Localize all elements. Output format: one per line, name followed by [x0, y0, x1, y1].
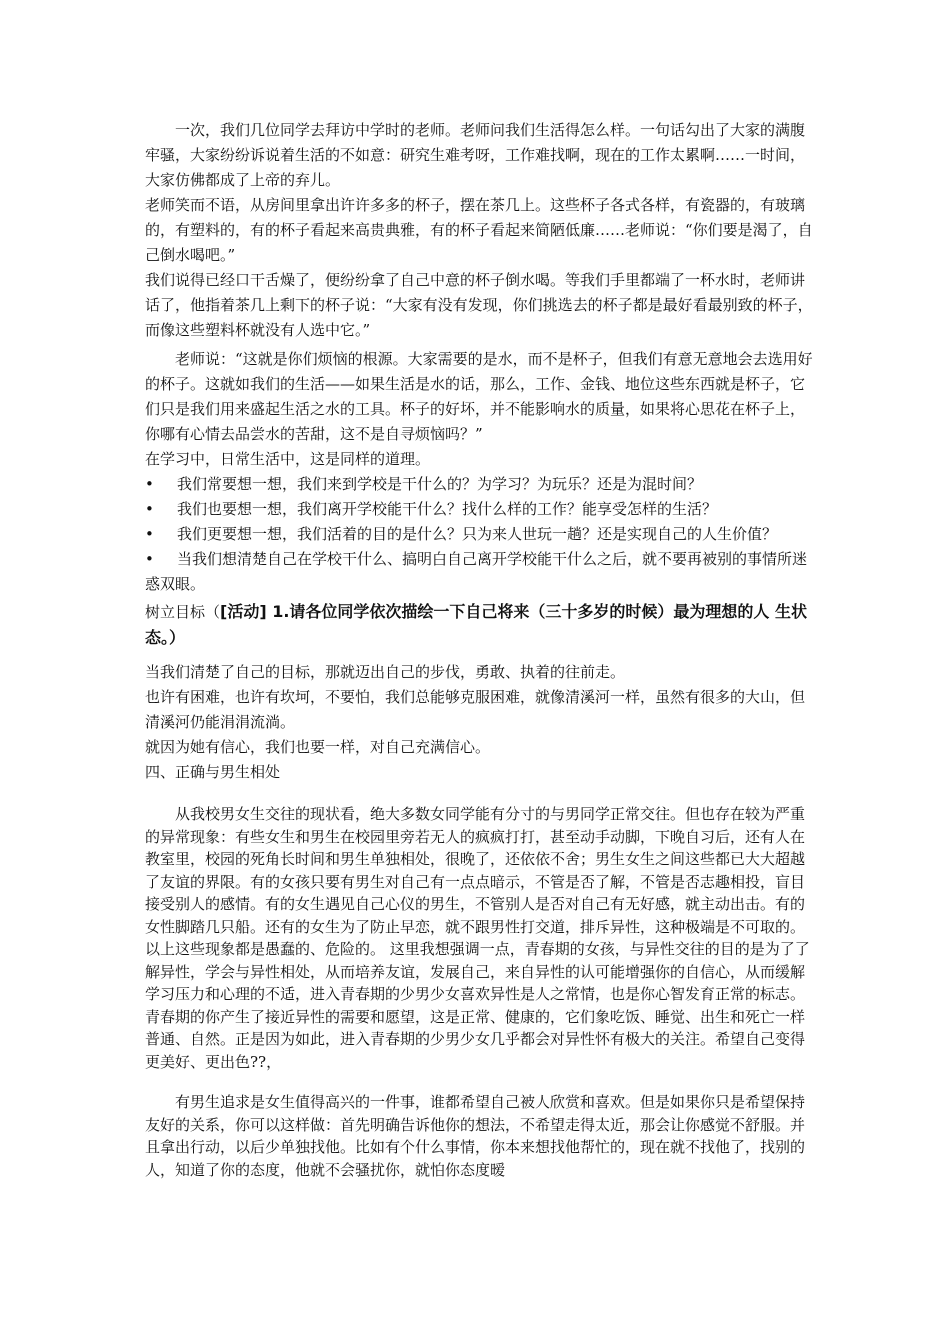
goal-label: 树立目标（ [145, 603, 221, 621]
bullet-text: 当我们想清楚自己在学校干什么、搞明白自己离开学校能干什么之后，就不要再被别的事情所迷惑双眼。 [145, 550, 808, 593]
goal-paragraph-1: 当我们清楚了自己的目标，那就迈出自己的步伐，勇敢、执着的往前走。 [145, 663, 626, 681]
story-paragraph-1: 一次，我们几位同学去拜访中学时的老师。老师问我们生活得怎么样。一句话勾出了大家的满腹牢骚，大家纷纷诉说着生活的不如意：研究生难考呀，工作难找啊，现在的工作太累啊……一时间，大家仿佛都成了上帝的弃儿。 [145, 121, 806, 189]
bullet-text: 我们更要想一想，我们活着的目的是什么？只为来人世玩一趟？还是实现自己的人生价值？ [177, 525, 778, 543]
bullet-text: 我们也要想一想，我们离开学校能干什么？找什么样的工作？能享受怎样的生活？ [177, 500, 718, 518]
bullet-icon: • [145, 475, 154, 493]
story-paragraph-3: 我们说得已经口干舌燥了，便纷纷拿了自己中意的杯子倒水喝。等我们手里都端了一杯水时，老师讲话了，他指着茶几上剩下的杯子说：“大家有没有发现，你们挑选去的杯子都是最好看最别致的杯子，而像这些塑料杯就没有人选中它。” [145, 271, 813, 339]
section-body [145, 803, 815, 1181]
goal-paragraph-3: 就因为她有信心，我们也要一样，对自己充满信心。 [145, 738, 491, 756]
bullet-text: 我们常要想一想，我们来到学校是干什么的？为学习？为玩乐？还是为混时间？ [177, 475, 703, 493]
section-paragraph-2: 有男生追求是女生值得高兴的一件事，谁都希望自己被人欣赏和喜欢。但是如果你只是希望保持友好的关系，你可以这样做：首先明确告诉他你的想法，不希望走得太近，那会让你感觉不舒服。并且拿出行动，以后少单独找他。比如有个什么事情，你本来想找他帮忙的，现在就不找他了，找别的人，知道了你的态度，他就不会骚扰你，就怕你态度暧 [145, 1093, 806, 1179]
bullet-icon: • [145, 525, 154, 543]
bullet-item [145, 547, 815, 597]
bullet-icon: • [145, 500, 154, 518]
story-paragraph-4: 老师说：“这就是你们烦恼的根源。大家需要的是水，而不是杯子，但我们有意无意地会去选用好的杯子。这就如我们的生活——如果生活是水的话，那么，工作、金钱、地位这些东西就是杯子，它们只是我们用来盛起生活之水的工具。杯子的好坏，并不能影响水的质量，如果将心思花在杯子上，你哪有心情去品尝水的苦甜，这不是自寻烦恼吗？” [145, 350, 813, 443]
goal-paragraph-2: 也许有困难，也许有坎坷，不要怕，我们总能够克服困难，就像清溪河一样，虽然有很多的大山，但清溪河仍能涓涓流淌。 [145, 688, 806, 731]
activity-prompt: [活动] 1.请各位同学依次描绘一下自己将来（三十多岁的时候）最为理想的人 生状态。） [145, 602, 807, 647]
section-paragraph-1: 从我校男女生交往的现状看，绝大多数女同学能有分寸的与男同学正常交往。但也存在较为严重的异常现象：有些女生和男生在校园里旁若无人的疯疯打打，甚至动手动脚，下晚自习后，还有人在教室里，校园的死角长时间和男生单独相处，很晚了，还依依不舍；男生女生之间这些都已大大超越了友谊的界限。有的女孩只要有男生对自己有一点点暗示，不管是否了解，不管是否志趣相投，盲目接受别人的感情。有的女生遇见自己心仪的男生，不管别人是否对自己有无好感，就主动出击。有的女性脚踏几只船。还有的女生为了防止早恋，就不跟男性打交道，排斥异性，这种极端是不可取的。以上这些现象都是愚蠢的、危险的。 这里我想强调一点，青春期的女孩，与异性交往的目的是为了了解异性，学会与异性相处，从而培养友谊，发展自己，来自异性的认可能增强你的自信心，从而缓解学习压力和心理的不适，进入青春期的少男少女喜欢异性是人之常情，也是你心智发育正常的标志。青春期的你产生了接近异性的需要和愿望，这是正常、健康的，它们象吃饭、睡觉、出生和死亡一样普通、自然。正是因为如此，进入青春期的少男少女几乎都会对异性怀有极大的关注。希望自己变得更美好、更出色??， [145, 805, 810, 1071]
bullet-item [145, 522, 815, 547]
story-paragraph-2: 老师笑而不语，从房间里拿出许许多多的杯子，摆在茶几上。这些杯子各式各样，有瓷器的，有玻璃的，有塑料的，有的杯子看起来高贵典雅，有的杯子看起来简陋低廉……老师说：“你们要是渴了，自己倒水喝吧。” [145, 196, 813, 264]
bullet-item [145, 472, 815, 497]
bullet-item [145, 497, 815, 522]
bullet-icon: • [145, 550, 154, 568]
section-heading: 四、正确与男生相处 [145, 763, 281, 781]
document-page [145, 118, 815, 1181]
goal-activity [145, 599, 815, 650]
story-paragraph-5: 在学习中，日常生活中，这是同样的道理。 [145, 450, 431, 468]
